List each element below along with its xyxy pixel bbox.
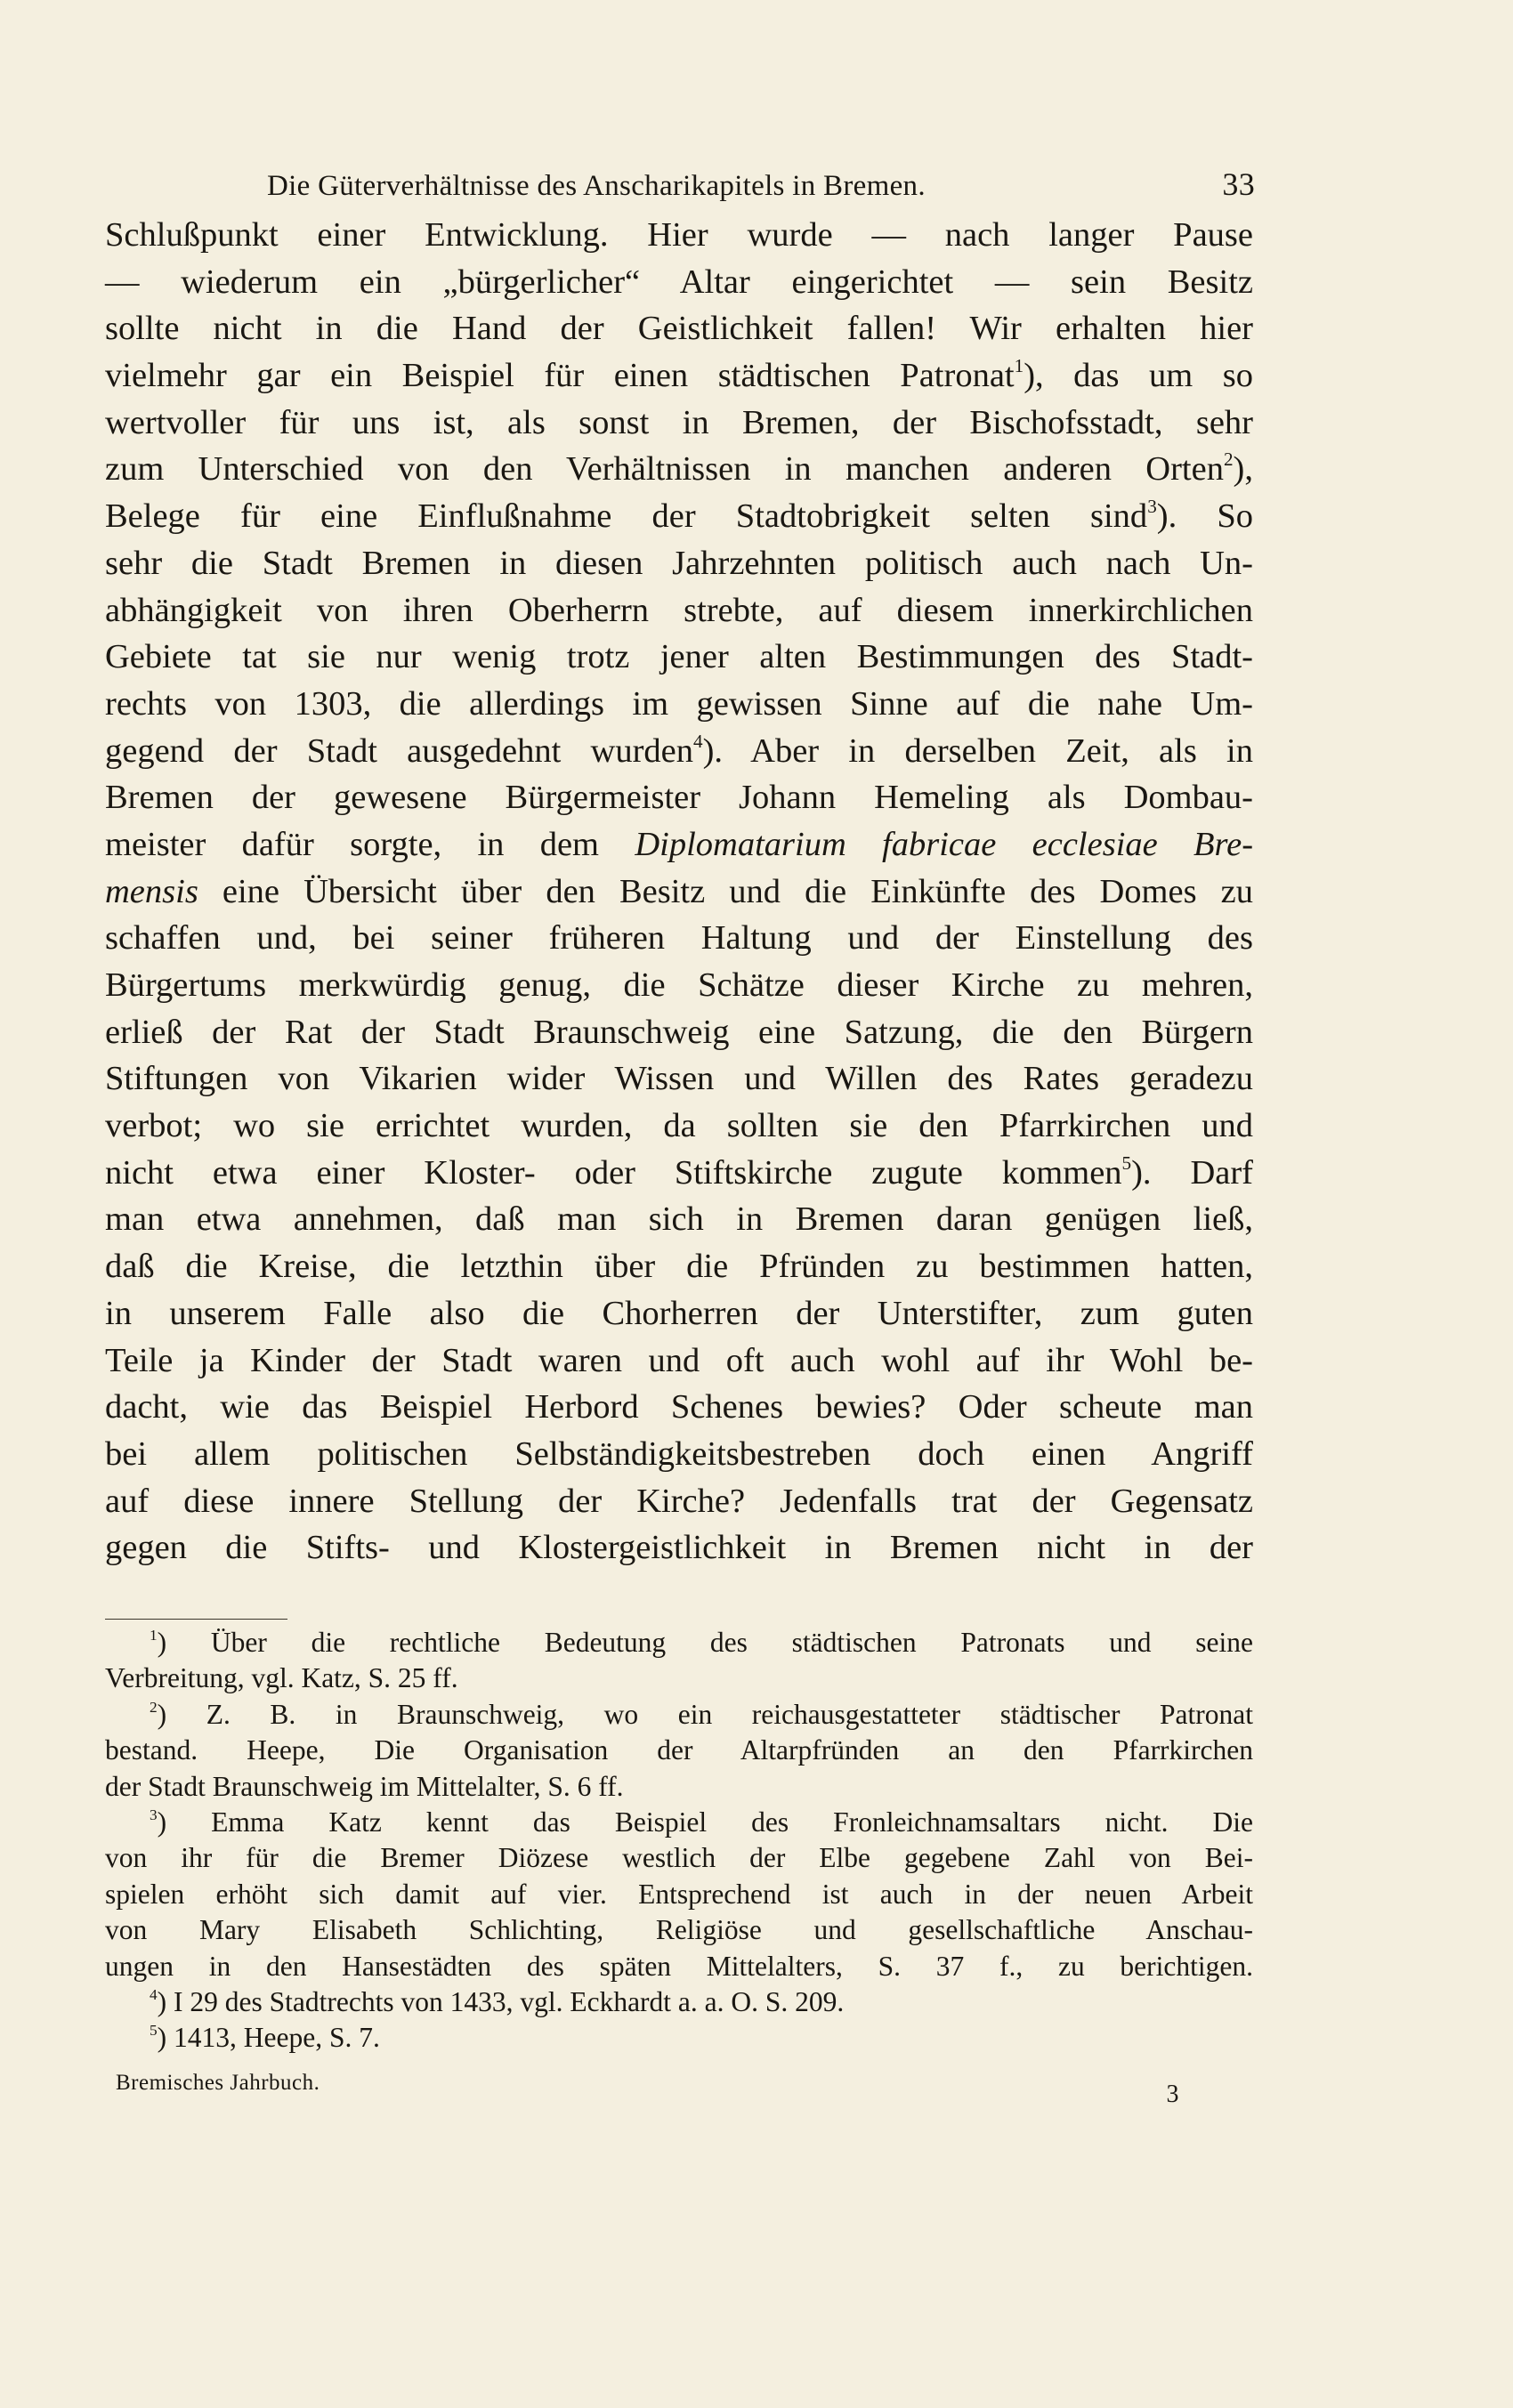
footnote-mark: 4 xyxy=(150,1985,158,2003)
footnote-mark: 1 xyxy=(150,1627,158,1644)
footnote-mark: 5 xyxy=(150,2022,158,2040)
text-line: mensis eine Übersicht über den Besitz und die Einkünfte des Domes zu xyxy=(105,872,1253,910)
text-line: Gebiete tat sie nur wenig trotz jener alten Bestimmungen des Stadt- xyxy=(105,638,1253,676)
footnote-line: ungen in den Hansestädten des späten Mittelalters, S. 37 f., zu berichtigen. xyxy=(105,1950,1253,1982)
text-line: man etwa annehmen, daß man sich in Bremen daran genügen ließ, xyxy=(105,1200,1253,1239)
text-line: daß die Kreise, die letzthin über die Pfründen zu bestimmen hatten, xyxy=(105,1248,1253,1286)
footnote-line: $^1$) Über die rechtliche Bedeutung des städtischen Patronats und seine xyxy=(150,1627,1253,1658)
footnote-ref[interactable]: 1 xyxy=(1014,355,1024,377)
text-line: meister dafür sorgte, in dem Diplomatarium fabricae ecclesiae Bre- xyxy=(105,825,1254,863)
footnote-mark: 2 xyxy=(150,1698,158,1716)
footnote-ref[interactable]: 2 xyxy=(1223,448,1234,471)
footnote-ref[interactable]: 5 xyxy=(1121,1151,1132,1174)
text-line: Bürgertums merkwürdig genug, die Schätze dieser Kirche zu mehren, xyxy=(105,966,1253,1004)
page-number: 33 xyxy=(1222,166,1255,202)
text-line: verbot; wo sie errichtet wurden, da sollten sie den Pfarrkirchen und xyxy=(105,1107,1253,1145)
text-line: Stiftungen von Vikarien wider Wissen und Willen des Rates geradezu xyxy=(105,1060,1253,1098)
footnote-ref[interactable]: 3 xyxy=(1147,496,1157,518)
italic-title: mensis xyxy=(105,872,198,910)
text-line: sehr die Stadt Bremen in diesen Jahrzehnten politisch auch nach Un- xyxy=(105,544,1253,582)
text-line: abhängigkeit von ihren Oberherrn strebte, auf diesem innerkirchlichen xyxy=(105,591,1253,629)
footnote-divider xyxy=(105,1619,287,1620)
signature-mark: 3 xyxy=(1166,2081,1179,2108)
footnotes xyxy=(105,1625,1253,2056)
main-text xyxy=(105,212,1253,1572)
footnote-mark: 3 xyxy=(150,1806,158,1823)
footnote-line: $^4$) I 29 des Stadtrechts von 1433, vgl. Eckhardt a. a. O. S. 209. xyxy=(150,1985,845,2017)
running-header xyxy=(267,166,1255,203)
footnote-ref[interactable]: 4 xyxy=(693,730,703,752)
text-line: schaffen und, bei seiner früheren Haltung und der Einstellung des xyxy=(105,919,1253,958)
text-line: erließ der Rat der Stadt Braunschweig eine Satzung, die den Bürgern xyxy=(105,1013,1253,1051)
text-line: sollte nicht in die Hand der Geistlichkeit fallen! Wir erhalten hier xyxy=(105,310,1253,348)
text-line: nicht etwa einer Kloster- oder Stiftskirche zugute kommen$^5$). Darf xyxy=(105,1151,1253,1192)
footnote-line: Verbreitung, vgl. Katz, S. 25 ff. xyxy=(105,1662,458,1694)
text-line: gegen die Stifts- und Klostergeistlichkeit in Bremen nicht in der xyxy=(105,1529,1253,1567)
text-line: Schlußpunkt einer Entwicklung. Hier wurde — nach langer Pause xyxy=(105,216,1253,254)
running-title: Die Güterverhältnisse des Anscharikapitels in Bremen. xyxy=(267,170,926,202)
text-line: vielmehr gar ein Beispiel für einen städtischen Patronat$^1$), das um so xyxy=(105,355,1253,395)
footnote-line: bestand. Heepe, Die Organisation der Altarpfründen an den Pfarrkirchen xyxy=(105,1734,1253,1766)
footnote-line: $^3$) Emma Katz kennt das Beispiel des Fronleichnamsaltars nicht. Die xyxy=(150,1806,1253,1838)
footnote-line: von ihr für die Bremer Diözese westlich der Elbe gegebene Zahl von Bei- xyxy=(105,1842,1253,1874)
text-line: — wiederum ein „bürgerlicher“ Altar eingerichtet — sein Besitz xyxy=(105,263,1253,301)
journal-name: Bremisches Jahrbuch. xyxy=(116,2071,320,2095)
text-line: Bremen der gewesene Bürgermeister Johann Hemeling als Dombau- xyxy=(105,779,1253,817)
text-line: wertvoller für uns ist, als sonst in Bremen, der Bischofsstadt, sehr xyxy=(105,403,1253,441)
text-line: in unserem Falle also die Chorherren der Unterstifter, zum guten xyxy=(105,1294,1253,1332)
footnote-line: der Stadt Braunschweig im Mittelalter, S. 6 ff. xyxy=(105,1770,624,1802)
footnote-line: $^2$) Z. B. in Braunschweig, wo ein reichausgestatteter städtischer Patronat xyxy=(150,1698,1253,1730)
text-line: gegend der Stadt ausgedehnt wurden$^4$). Aber in derselben Zeit, als in xyxy=(105,730,1253,770)
text-line: rechts von 1303, die allerdings im gewissen Sinne auf die nahe Um- xyxy=(105,684,1253,723)
text-line: Teile ja Kinder der Stadt waren und oft auch wohl auf ihr Wohl be- xyxy=(105,1341,1253,1379)
footnote-line: $^5$) 1413, Heepe, S. 7. xyxy=(150,2022,380,2054)
text-line: zum Unterschied von den Verhältnissen in manchen anderen Orten$^2$), xyxy=(105,448,1253,489)
text-line: dacht, wie das Beispiel Herbord Schenes bewies? Oder scheute man xyxy=(105,1388,1253,1426)
text-line: bei allem politischen Selbständigkeitsbestreben doch einen Angriff xyxy=(105,1434,1253,1473)
footnote-line: von Mary Elisabeth Schlichting, Religiöse und gesellschaftliche Anschau- xyxy=(105,1914,1253,1946)
page-footer xyxy=(116,2068,1179,2108)
text-line: Belege für eine Einflußnahme der Stadtobrigkeit selten sind$^3$). So xyxy=(105,496,1254,536)
text-line: auf diese innere Stellung der Kirche? Jedenfalls trat der Gegensatz xyxy=(105,1482,1253,1520)
italic-title: Diplomatarium fabricae ecclesiae Bre- xyxy=(635,825,1254,863)
footnote-line: spielen erhöht sich damit auf vier. Entsprechend ist auch in der neuen Arbeit xyxy=(105,1878,1253,1910)
